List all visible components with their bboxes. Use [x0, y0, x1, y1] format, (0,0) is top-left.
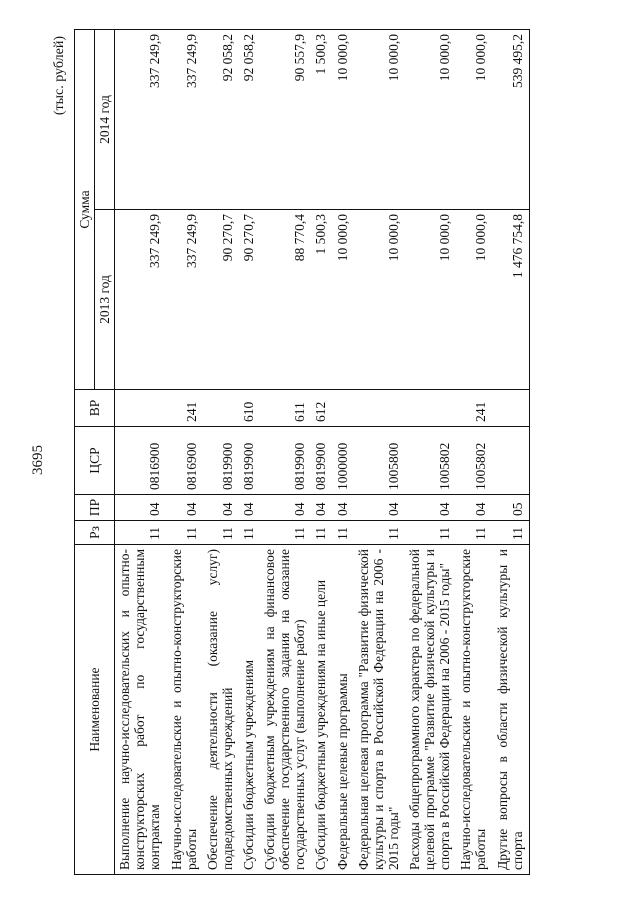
cell-vr [493, 390, 530, 427]
cell-y2014: 337 249,9 [115, 29, 167, 209]
table-row [115, 29, 167, 874]
cell-y2013: 90 270,7 [239, 210, 260, 390]
header-2014: 2014 год [95, 29, 115, 209]
cell-vr: 241 [167, 390, 203, 427]
cell-pr: 04 [260, 495, 311, 521]
cell-vr [115, 390, 167, 427]
cell-y2013: 90 270,7 [203, 210, 239, 390]
cell-vr [354, 390, 405, 427]
cell-csr [493, 427, 530, 495]
cell-name: Федеральная целевая программа "Развитие физической культуры и спорта в Российской Федерации на 2006 - 2015 годы" [354, 545, 405, 875]
table-row [239, 29, 260, 874]
cell-name: Другие вопросы в области физической культуры и спорта [493, 545, 530, 875]
cell-rz: 11 [167, 521, 203, 545]
cell-csr: 0816900 [115, 427, 167, 495]
cell-y2014: 10 000,0 [405, 29, 456, 209]
cell-y2013: 88 770,4 [260, 210, 311, 390]
cell-y2013: 10 000,0 [333, 210, 354, 390]
cell-pr: 04 [354, 495, 405, 521]
header-2013: 2013 год [95, 210, 115, 390]
cell-y2013: 1 500,3 [311, 210, 332, 390]
cell-y2013: 1 476 754,8 [493, 210, 530, 390]
header-name: Наименование [75, 545, 115, 875]
units-label: (тыс. рублей) [52, 36, 67, 116]
page-number: 3695 [30, 445, 46, 475]
cell-name: Субсидии бюджетным учреждениям [239, 545, 260, 875]
header-vr: ВР [75, 390, 115, 427]
cell-pr: 04 [456, 495, 492, 521]
header-sum: Сумма [75, 29, 95, 389]
cell-name: Субсидии бюджетным учреждениям на финансовое обеспечение государственного задания на оказание государственных услуг (выполнение работ) [260, 545, 311, 875]
cell-csr: 0819900 [260, 427, 311, 495]
cell-csr: 0816900 [167, 427, 203, 495]
cell-y2014: 10 000,0 [333, 29, 354, 209]
cell-pr: 04 [405, 495, 456, 521]
rotated-page [28, 30, 588, 875]
cell-csr: 0819900 [203, 427, 239, 495]
cell-y2013: 10 000,0 [354, 210, 405, 390]
table-row [260, 29, 311, 874]
cell-y2014: 539 495,2 [493, 29, 530, 209]
cell-rz: 11 [354, 521, 405, 545]
cell-y2014: 10 000,0 [354, 29, 405, 209]
cell-csr: 0819900 [239, 427, 260, 495]
cell-pr: 04 [333, 495, 354, 521]
cell-name: Научно-исследовательские и опытно-конструкторские работы [456, 545, 492, 875]
cell-y2014: 337 249,9 [167, 29, 203, 209]
cell-rz: 11 [493, 521, 530, 545]
cell-name: Федеральные целевые программы [333, 545, 354, 875]
cell-pr: 04 [203, 495, 239, 521]
cell-rz: 11 [260, 521, 311, 545]
header-pr: ПР [75, 495, 115, 521]
cell-pr: 04 [115, 495, 167, 521]
table-body [115, 29, 530, 874]
cell-vr: 610 [239, 390, 260, 427]
cell-vr: 612 [311, 390, 332, 427]
table-row [311, 29, 332, 874]
cell-y2013: 10 000,0 [456, 210, 492, 390]
cell-y2014: 92 058,2 [203, 29, 239, 209]
header-rz: Рз [75, 521, 115, 545]
header-row-1 [75, 29, 95, 874]
cell-y2014: 92 058,2 [239, 29, 260, 209]
budget-table [74, 29, 530, 875]
cell-vr: 241 [456, 390, 492, 427]
cell-rz: 11 [333, 521, 354, 545]
cell-y2013: 337 249,9 [167, 210, 203, 390]
cell-pr: 04 [239, 495, 260, 521]
cell-name: Субсидии бюджетным учреждениям на иные цели [311, 545, 332, 875]
cell-y2014: 90 557,9 [260, 29, 311, 209]
cell-y2014: 1 500,3 [311, 29, 332, 209]
cell-csr: 0819900 [311, 427, 332, 495]
cell-name: Расходы общепрограммного характера по федеральной целевой программе "Развитие физической культуры и спорта в Российской Федерации на 2006 - 2015 годы" [405, 545, 456, 875]
cell-vr [333, 390, 354, 427]
cell-rz: 11 [405, 521, 456, 545]
cell-csr: 1005802 [456, 427, 492, 495]
cell-name: Обеспечение деятельности (оказание услуг) подведомственных учреждений [203, 545, 239, 875]
table-row [203, 29, 239, 874]
cell-y2014: 10 000,0 [456, 29, 492, 209]
table-row [354, 29, 405, 874]
table-row [167, 29, 203, 874]
cell-rz: 11 [239, 521, 260, 545]
cell-pr: 05 [493, 495, 530, 521]
cell-csr: 1000000 [333, 427, 354, 495]
cell-rz: 11 [456, 521, 492, 545]
cell-csr: 1005800 [354, 427, 405, 495]
cell-vr [203, 390, 239, 427]
cell-y2013: 10 000,0 [405, 210, 456, 390]
table-row [405, 29, 456, 874]
table-row [456, 29, 492, 874]
table-row [333, 29, 354, 874]
cell-vr: 611 [260, 390, 311, 427]
cell-vr [405, 390, 456, 427]
cell-rz: 11 [203, 521, 239, 545]
cell-csr: 1005802 [405, 427, 456, 495]
cell-name: Выполнение научно-исследовательских и опытно-конструкторских работ по государственным контрактам [115, 545, 167, 875]
cell-rz: 11 [311, 521, 332, 545]
cell-pr: 04 [311, 495, 332, 521]
cell-name: Научно-исследовательские и опытно-конструкторские работы [167, 545, 203, 875]
cell-rz: 11 [115, 521, 167, 545]
header-csr: ЦСР [75, 427, 115, 495]
table-row [493, 29, 530, 874]
cell-y2013: 337 249,9 [115, 210, 167, 390]
cell-pr: 04 [167, 495, 203, 521]
